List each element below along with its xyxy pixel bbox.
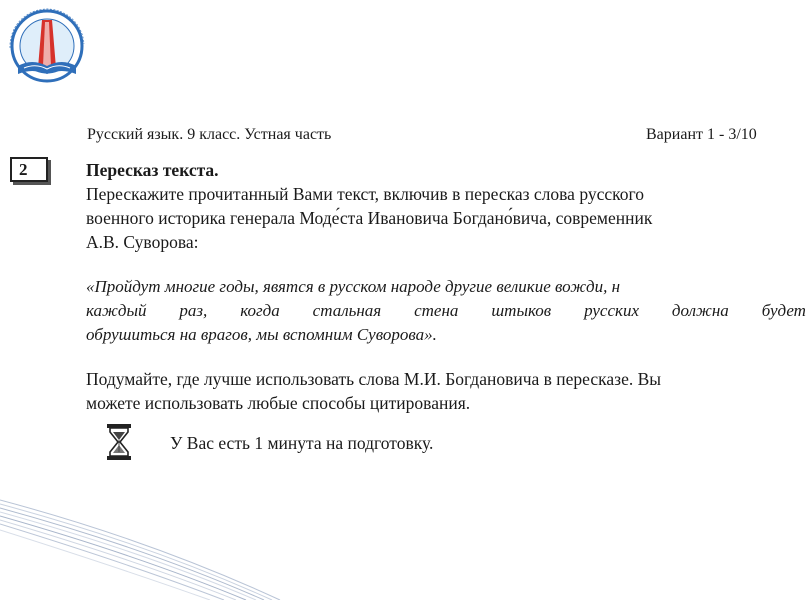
quote-word: когда (240, 301, 280, 320)
quote-word: стальная (312, 301, 382, 320)
quote-word: будет (761, 301, 806, 320)
quote-line: «Пройдут многие годы, явятся в русском народе другие великие вожди, н (86, 277, 621, 296)
think-block (86, 367, 800, 415)
subject-header: Русский язык. 9 класс. Устная часть (87, 126, 332, 143)
preparation-time-text: У Вас есть 1 минута на подготовку. (170, 433, 434, 453)
logo-emblem (6, 8, 88, 86)
quote-line: обрушиться на врагов, мы вспомним Суворова». (86, 325, 437, 344)
hourglass-icon (106, 423, 132, 461)
quote-block (86, 275, 806, 347)
instruction-line: Перескажите прочитанный Вами текст, включив в пересказ слова русского (86, 184, 644, 204)
task-number-box: 2 (10, 157, 48, 182)
quote-word: каждый (86, 301, 147, 320)
quote-word: должна (671, 301, 729, 320)
instruction-line: военного историка генерала Моде́ста Ивановича Богдано́вича, современник (86, 208, 653, 228)
quote-word: русских (584, 301, 639, 320)
instruction-line: А.В. Суворова: (86, 232, 199, 252)
task-content (86, 158, 806, 415)
quote-line-justified (86, 299, 806, 323)
quote-word: раз, (179, 301, 208, 320)
quote-word: штыков (491, 301, 552, 320)
variant-label: Вариант 1 - 3/10 (646, 126, 757, 143)
think-line: Подумайте, где лучше использовать слова М.И. Богдановича в пересказе. Вы (86, 369, 662, 389)
think-line: можете использовать любые способы цитирования. (86, 393, 471, 413)
quote-word: стена (414, 301, 459, 320)
decorative-lines (0, 470, 800, 600)
task-title: Пересказ текста. (86, 160, 219, 180)
